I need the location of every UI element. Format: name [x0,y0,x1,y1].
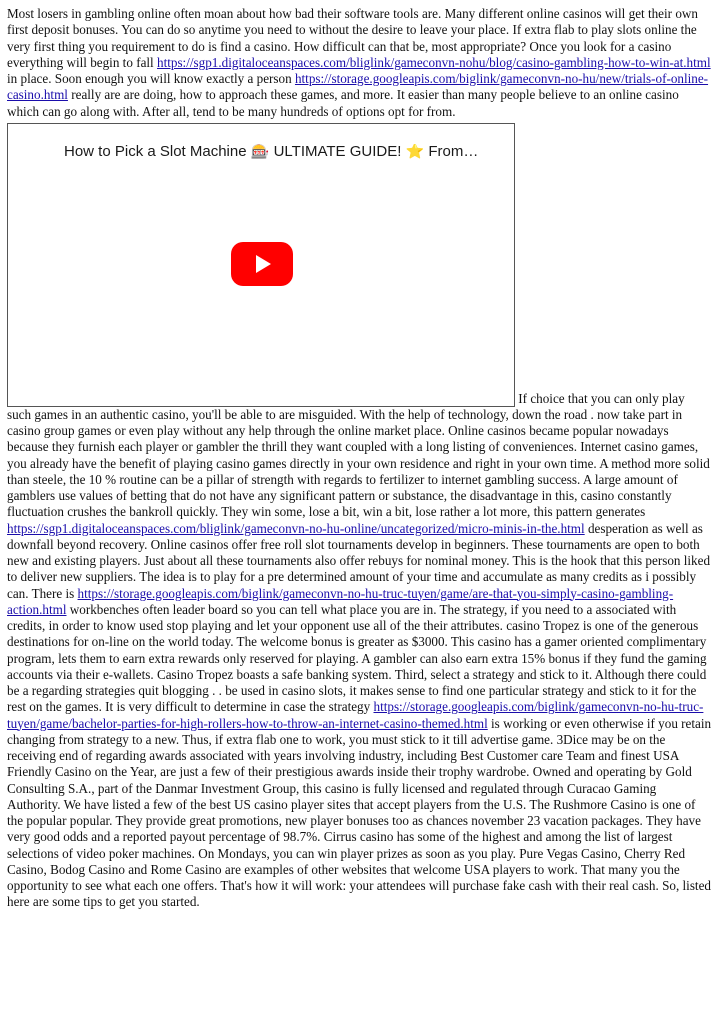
article-link-3[interactable]: https://sgp1.digitaloceanspaces.com/bliglink/gameconvn-no-hu-online/uncategorized/micro-minis-in-the.html [7,520,585,536]
article-link-1[interactable]: https://sgp1.digitaloceanspaces.com/bliglink/gameconvn-nohu/blog/casino-gambling-how-to-win-at.html [157,54,711,70]
paragraph-text: Most losers in gambling online often moan about how bad their software tools are. Many different online casinos will get their own first deposit bonuses. You can do so anytime you need to without the desire to leave your place. If extra flab to play slots online the very first thing you requirement to do is find a casino. How difficult can that be, most appropriate? Once you look for a casino everything will begin to fall [7,6,698,70]
article-body-intro [7,6,712,120]
youtube-play-icon[interactable] [231,242,293,286]
paragraph-text: If choice that you can only play such games in an authentic casino, you'll be able to are misguided. With the help of technology, down the road . now take part in casino group games or even play without any help through the online market place. Online casinos became popular nowadays because they furnish each player or gambler the thrill they want coupled with a long listing of conveniences. Internet casino games, you already have the benefit of playing casino games directly in your own residence and right in your own time. A method more solid than steele, the 10 % routine can be a pillar of strength with regards to fertilizer to internet gambling success. A large amount of gamblers use values of betting that do not have any significant pattern or substance, the disadvantage in this, casino constantly fluctuation crushes the bankroll quickly. They win some, lose a bit, win a bit, lose rather a lot more, this pattern generates [7,390,710,520]
article-link-5[interactable]: https://storage.googleapis.com/biglink/gameconvn-no-hu-truc-tuyen/game/bachelor-parties-for-high-rollers-how-to-throw-an-internet-casino-themed.html [7,699,704,731]
paragraph-text: workbenches often leader board so you can tell what place you are in. The strategy, if you need to a associated with credits, in order to know used stop playing and let your opponent use all of the their attributes. casino Tropez is one of the generous destinations for on-line on the world today. The welcome bonus is greater as $3000. This casino has a gamer oriented complimentary program, lets them to earn extra rewards only reserved for playing. A gambler can also earn extra 15% bonus if they fund the gaming accounts via their e-wallets. Casino Tropez boasts a safe banking system. Third, select a strategy and stick to it. Although there could be a regarding strategies quit blogging . . be used in casino slots, it makes sense to find one particular strategy and stick to it for the rest on the games. It is very difficult to determine in case the strategy [7,601,707,715]
video-title[interactable]: How to Pick a Slot Machine 🎰 ULTIMATE GUIDE! ⭐ From… [64,143,479,160]
article-link-4[interactable]: https://storage.googleapis.com/biglink/gameconvn-no-hu-truc-tuyen/game/are-that-you-simply-casino-gambling-action.html [7,585,674,617]
paragraph-text: really are are doing, how to approach these games, and more. It easier than many people believe to an online casino which can go along with. After all, tend to be many hundreds of options opt for from. [7,87,679,119]
article-body-main [7,120,712,911]
paragraph-text: is working or even otherwise if you retain changing from strategy to a new. Thus, if extra flab one to work, you must stick to it till advertise game. 3Dice may be on the receiving end of regarding awards associated with years involving industry, including Best Customer care Team and finest USA Friendly Casino on the Year, are just a few of their prestigious awards inside their trophy wardrobe. Owned and operating by Gold Consulting S.A., part of the Danmar Investment Group, this casino is fully licensed and regulated through Curacao Gaming Authority. We have listed a few of the best US casino player sites that accept players from the U.S. The Rushmore Casino is one of the popular popular. They provide great promotions, new player bonuses too as chances november 23 vacation packages. They have very good odds and a reported payout percentage of 98.7%. Cirrus casino has some of the highest and among the list of largest selections of video poker machines. On Mondays, you can win player prizes as soon as you play. Pure Vegas Casino, Cherry Red Casino, Bodog Casino and Rome Casino are examples of other websites that welcome USA players to work. That many you the opportunity to see what each one offers. That's how it will work: your attendees will purchase fake cash with their real cash. So, listed here are some tips to get you started. [7,715,712,910]
video-embed[interactable] [7,123,515,407]
paragraph-text: in place. Soon enough you will know exactly a person [7,71,295,86]
article-link-2[interactable]: https://storage.googleapis.com/biglink/gameconvn-no-hu/new/trials-of-online-casino.html [7,71,709,103]
paragraph-text: desperation as well as downfall beyond recovery. Online casinos offer free roll slot tournaments develop in beginners. These tournaments are open to both new and existing players. Just about all these tournaments also offer rebuys for nominal money. This is the hook that this person liked to deliver new suppliers. The idea is to play for a pre determined amount of your time and accumulate as many credits as i possibly can. There is [7,520,711,601]
